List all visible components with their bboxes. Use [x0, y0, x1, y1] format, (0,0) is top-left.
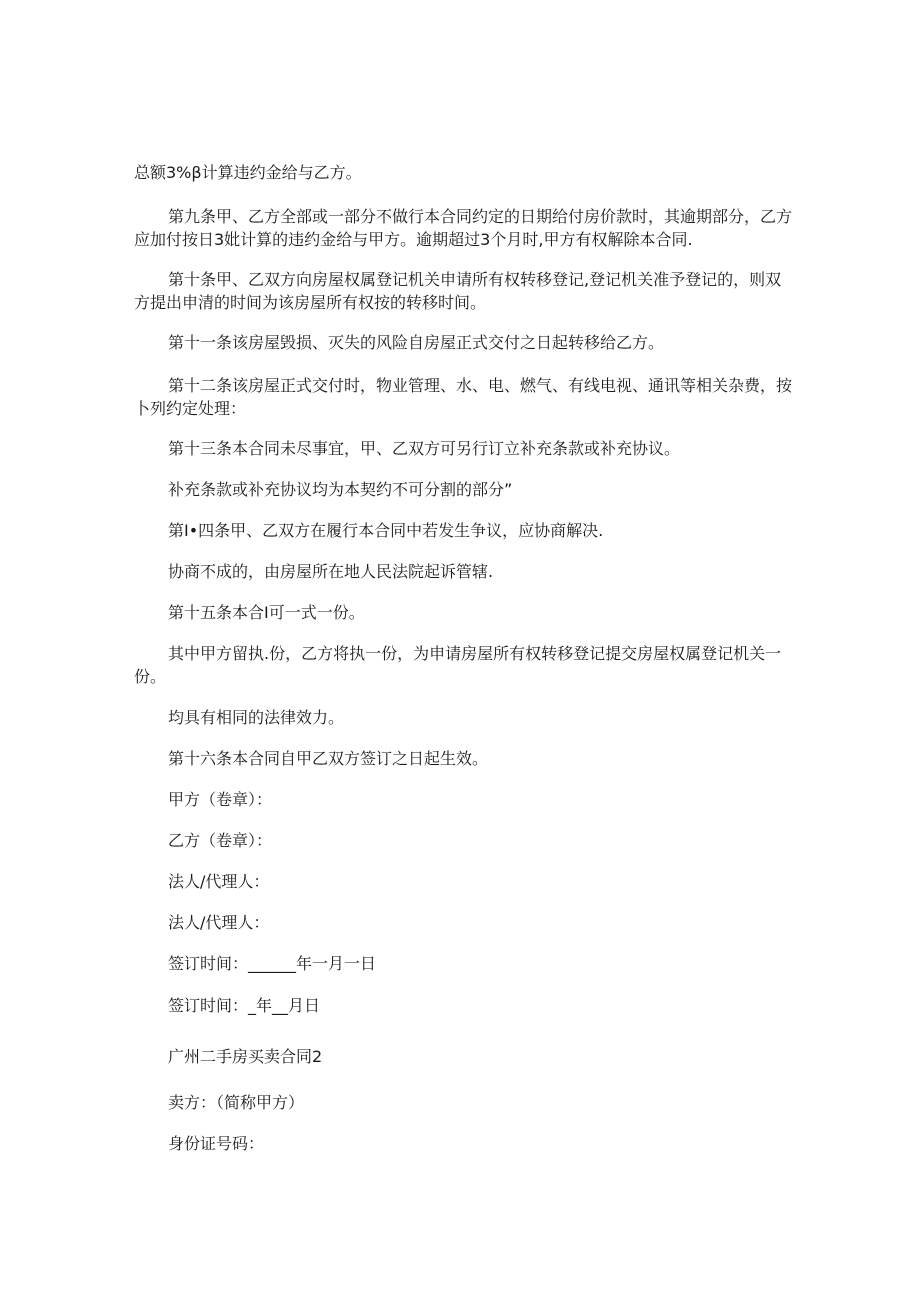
paragraph-copies: 其中甲方留执.份，乙方将执一份，为申请房屋所有权转移登记提交房屋权属登记机关一份。: [134, 644, 782, 686]
paragraph-article-10: 第十条甲、乙双方向房屋权属登记机关申请所有权转移登记,登记机关准予登记的，则双方提出申清的时间为该房屋所有权按的转移时间。: [134, 270, 782, 312]
paragraph-supplement: 补充条款或补充协议均为本契约不可分割的部分”: [168, 480, 513, 499]
paragraph-article-12: 第十二条该房屋正式交付时，物业管理、水、电、燃气、有线电视、通讯等相关杂费，按卜列约定处理：: [134, 376, 793, 418]
signing-date-a: 签订时间：______年一月一日: [168, 954, 377, 973]
paragraph-article-11: 第十一条该房屋毁损、灭失的风险自房屋正式交付之日起转移给乙方。: [168, 333, 665, 352]
paragraph-penalty-total: 总额3%β计算违约金给与乙方。: [134, 163, 362, 182]
paragraph-article-13: 第十三条本合同未尽事宜，甲、乙双方可另行订立补充条款或补充协议。: [168, 439, 681, 458]
representative-a: 法人/代理人：: [168, 872, 270, 891]
seller-label: 卖方：（简称甲方）: [168, 1093, 305, 1112]
paragraph-article-9: 第九条甲、乙方全部或一部分不做行本合同约定的日期给付房价款时，其逾期部分，乙方应加付按日3妣计算的违约金给与甲方。逾期超过3个月时,甲方有权解除本合同.: [134, 207, 793, 249]
paragraph-article-16: 第十六条本合同自甲乙双方签订之日起生效。: [168, 749, 489, 768]
contract-title: 广州二手房买卖合同2: [168, 1047, 323, 1066]
signature-party-a: 甲方（卷章）：: [168, 790, 273, 809]
paragraph-negotiation: 协商不成的，由房屋所在地人民法院起诉管辖.: [168, 562, 494, 581]
representative-b: 法人/代理人：: [168, 913, 270, 932]
paragraph-article-14: 第I•四条甲、乙双方在履行本合同中若发生争议，应协商解决.: [168, 521, 604, 540]
id-number-label: 身份证号码：: [168, 1134, 265, 1153]
paragraph-legal-effect: 均具有相同的法律效力。: [168, 708, 345, 727]
signature-party-b: 乙方（卷章）：: [168, 831, 273, 850]
signing-date-b: 签订时间：_年__月日: [168, 996, 321, 1015]
paragraph-article-15: 第十五条本合I可一式一份。: [168, 603, 365, 622]
